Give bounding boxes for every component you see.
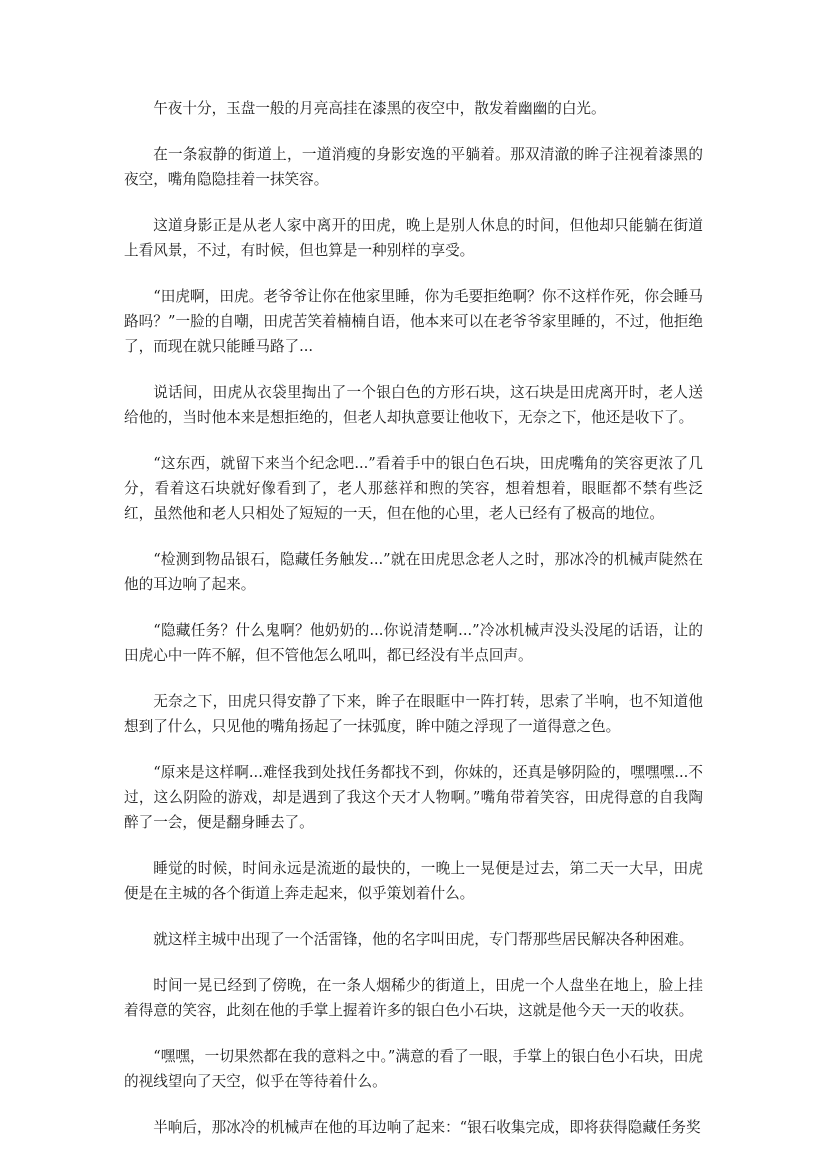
paragraph: 无奈之下，田虎只得安静了下来，眸子在眼眶中一阵打转，思索了半响，也不知道他想到了什么，只见他的嘴角扬起了一抹弧度，眸中随之浮现了一道得意之色。 bbox=[124, 693, 703, 735]
paragraph: 午夜十分，玉盘一般的月亮高挂在漆黑的夜空中，散发着幽幽的白光。 bbox=[153, 100, 606, 117]
paragraph: 在一条寂静的街道上，一道消瘦的身影安逸的平躺着。那双清澈的眸子注视着漆黑的夜空，嘴角隐隐挂着一抹笑容。 bbox=[124, 146, 703, 188]
paragraph: “这东西，就留下来当个纪念吧...”看着手中的银白色石块，田虎嘴角的笑容更浓了几分，看着这石块就好像看到了，老人那慈祥和煦的笑容，想着想着，眼眶都不禁有些泛红，虽然他和老人只相处了短短的一天，但在他的心里，老人已经有了极高的地位。 bbox=[124, 455, 703, 522]
paragraph: 说话间，田虎从衣袋里掏出了一个银白色的方形石块，这石块是田虎离开时，老人送给他的，当时他本来是想拒绝的，但老人却执意要让他收下，无奈之下，他还是收下了。 bbox=[124, 384, 703, 426]
paragraph: “嘿嘿，一切果然都在我的意料之中。”满意的看了一眼，手掌上的银白色小石块，田虎的视线望向了天空，似乎在等待着什么。 bbox=[124, 1048, 703, 1090]
paragraph: 睡觉的时候，时间永远是流逝的最快的，一晚上一晃便是过去，第二天一大早，田虎便是在主城的各个街道上奔走起来，似乎策划着什么。 bbox=[124, 860, 703, 902]
paragraph: 就这样主城中出现了一个活雷锋，他的名字叫田虎，专门帮那些居民解决各种困难。 bbox=[153, 931, 694, 948]
paragraph: “田虎啊，田虎。老爷爷让你在他家里睡，你为毛要拒绝啊？你不这样作死，你会睡马路吗？”一脸的自嘲，田虎苦笑着楠楠自语，他本来可以在老爷爷家里睡的，不过，他拒绝了，而现在就只能睡马路了... bbox=[124, 288, 703, 355]
paragraph: 这道身影正是从老人家中离开的田虎，晚上是别人休息的时间，但他却只能躺在街道上看风景，不过，有时候，但也算是一种别样的享受。 bbox=[124, 217, 703, 259]
paragraph: “隐藏任务？什么鬼啊？他奶奶的...你说清楚啊...”冷冰机械声没头没尾的话语，让的田虎心中一阵不解，但不管他怎么吼叫，都已经没有半点回声。 bbox=[124, 622, 703, 664]
paragraph: 时间一晃已经到了傍晚，在一条人烟稀少的街道上，田虎一个人盘坐在地上，脸上挂着得意的笑容，此刻在他的手掌上握着许多的银白色小石块，这就是他今天一天的收获。 bbox=[124, 977, 703, 1019]
paragraph: “原来是这样啊...难怪我到处找任务都找不到，你妹的，还真是够阴险的，嘿嘿嘿...不过，这么阴险的游戏，却是遇到了我这个天才人物啊。”嘴角带着笑容，田虎得意的自我陶醉了一会，便是翻身睡去了。 bbox=[124, 764, 703, 831]
paragraph: “检测到物品银石，隐藏任务触发...”就在田虎思念老人之时，那冰冷的机械声陡然在他的耳边响了起来。 bbox=[124, 551, 703, 593]
paragraph: 半响后，那冰冷的机械声在他的耳边响了起来：“银石收集完成，即将获得隐藏任务奖 bbox=[153, 1119, 701, 1136]
document-body bbox=[124, 96, 703, 1161]
